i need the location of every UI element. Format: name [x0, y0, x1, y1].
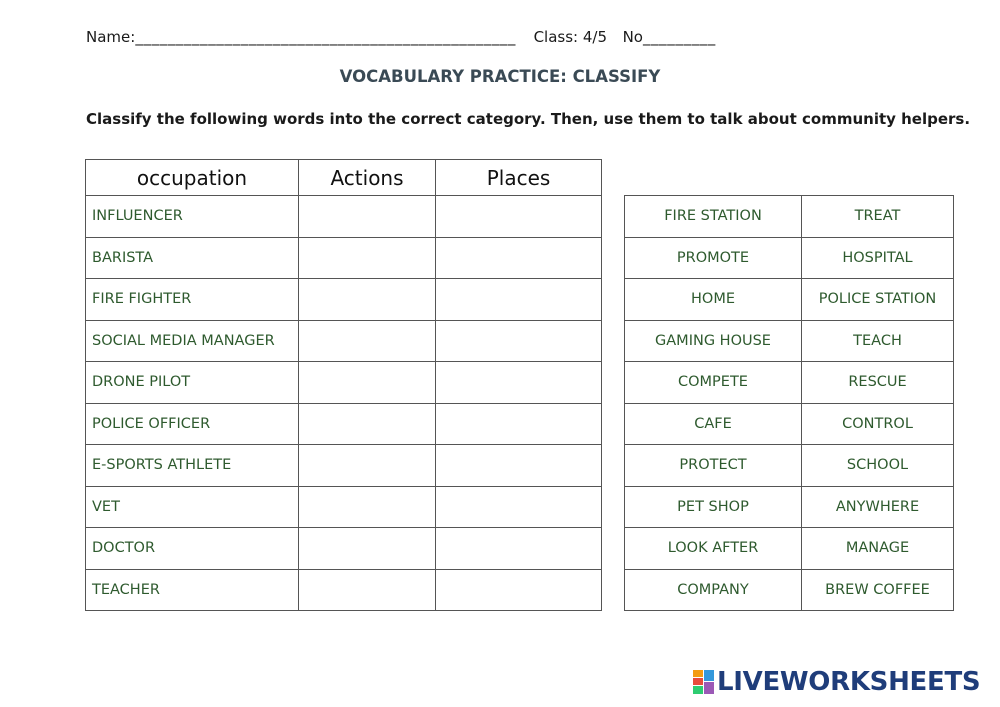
liveworksheets-logo-icon [693, 670, 715, 694]
word-bank-item[interactable]: MANAGE [802, 528, 954, 570]
name-blank[interactable]: _______________________________________________ [135, 28, 517, 46]
occupation-cell: INFLUENCER [86, 196, 299, 238]
header-actions: Actions [299, 160, 436, 196]
actions-drop-cell[interactable] [299, 320, 436, 362]
places-drop-cell[interactable] [436, 486, 602, 528]
places-drop-cell[interactable] [436, 403, 602, 445]
word-bank-row [625, 403, 954, 445]
word-bank-item[interactable]: TREAT [802, 196, 954, 238]
classify-table [85, 159, 602, 611]
word-bank-item[interactable]: PROTECT [625, 445, 802, 487]
word-bank-row [625, 320, 954, 362]
actions-drop-cell[interactable] [299, 403, 436, 445]
table-row [86, 279, 602, 321]
table-row [86, 528, 602, 570]
places-drop-cell[interactable] [436, 320, 602, 362]
occupation-cell: POLICE OFFICER [86, 403, 299, 445]
number-label: No [622, 28, 643, 46]
word-bank-item[interactable]: CONTROL [802, 403, 954, 445]
word-bank-row [625, 237, 954, 279]
word-bank-item[interactable]: SCHOOL [802, 445, 954, 487]
word-bank-row [625, 528, 954, 570]
word-bank-item[interactable]: GAMING HOUSE [625, 320, 802, 362]
occupation-cell: FIRE FIGHTER [86, 279, 299, 321]
table-row [86, 362, 602, 404]
word-bank-item[interactable]: PROMOTE [625, 237, 802, 279]
logo-text: LIVEWORKSHEETS [717, 667, 981, 697]
word-bank-row [625, 279, 954, 321]
word-bank-item[interactable]: FIRE STATION [625, 196, 802, 238]
student-info-line [86, 28, 966, 46]
classify-table-header-row [86, 160, 602, 196]
word-bank-item[interactable]: COMPETE [625, 362, 802, 404]
class-label: Class: 4/5 [533, 28, 608, 46]
header-places: Places [436, 160, 602, 196]
places-drop-cell[interactable] [436, 528, 602, 570]
occupation-cell: BARISTA [86, 237, 299, 279]
actions-drop-cell[interactable] [299, 196, 436, 238]
occupation-cell: E-SPORTS ATHLETE [86, 445, 299, 487]
places-drop-cell[interactable] [436, 362, 602, 404]
word-bank-item[interactable]: POLICE STATION [802, 279, 954, 321]
liveworksheets-logo [693, 668, 980, 696]
word-bank-row [625, 569, 954, 611]
name-label: Name: [86, 28, 136, 46]
word-bank-item[interactable]: HOME [625, 279, 802, 321]
occupation-cell: VET [86, 486, 299, 528]
actions-drop-cell[interactable] [299, 445, 436, 487]
table-row [86, 196, 602, 238]
instruction-text: Classify the following words into the correct category. Then, use them to talk about community helpers. [86, 110, 971, 128]
actions-drop-cell[interactable] [299, 279, 436, 321]
table-row [86, 486, 602, 528]
actions-drop-cell[interactable] [299, 528, 436, 570]
word-bank-item[interactable]: BREW COFFEE [802, 569, 954, 611]
word-bank-item[interactable]: TEACH [802, 320, 954, 362]
places-drop-cell[interactable] [436, 196, 602, 238]
places-drop-cell[interactable] [436, 279, 602, 321]
word-bank-item[interactable]: CAFE [625, 403, 802, 445]
places-drop-cell[interactable] [436, 237, 602, 279]
word-bank-row [625, 486, 954, 528]
occupation-cell: TEACHER [86, 569, 299, 611]
occupation-cell: DRONE PILOT [86, 362, 299, 404]
actions-drop-cell[interactable] [299, 486, 436, 528]
actions-drop-cell[interactable] [299, 237, 436, 279]
word-bank-row [625, 362, 954, 404]
word-bank-item[interactable]: LOOK AFTER [625, 528, 802, 570]
actions-drop-cell[interactable] [299, 569, 436, 611]
word-bank-table [624, 195, 954, 611]
places-drop-cell[interactable] [436, 445, 602, 487]
table-row [86, 237, 602, 279]
word-bank-item[interactable]: PET SHOP [625, 486, 802, 528]
actions-drop-cell[interactable] [299, 362, 436, 404]
table-row [86, 320, 602, 362]
word-bank-row [625, 445, 954, 487]
places-drop-cell[interactable] [436, 569, 602, 611]
word-bank-item[interactable]: COMPANY [625, 569, 802, 611]
word-bank-item[interactable]: HOSPITAL [802, 237, 954, 279]
header-occupation: occupation [86, 160, 299, 196]
number-blank[interactable]: _________ [642, 28, 716, 46]
occupation-cell: DOCTOR [86, 528, 299, 570]
word-bank-row [625, 196, 954, 238]
worksheet-title: VOCABULARY PRACTICE: CLASSIFY [339, 67, 661, 86]
occupation-cell: SOCIAL MEDIA MANAGER [86, 320, 299, 362]
table-row [86, 445, 602, 487]
table-row [86, 569, 602, 611]
word-bank-item[interactable]: RESCUE [802, 362, 954, 404]
word-bank-item[interactable]: ANYWHERE [802, 486, 954, 528]
table-row [86, 403, 602, 445]
